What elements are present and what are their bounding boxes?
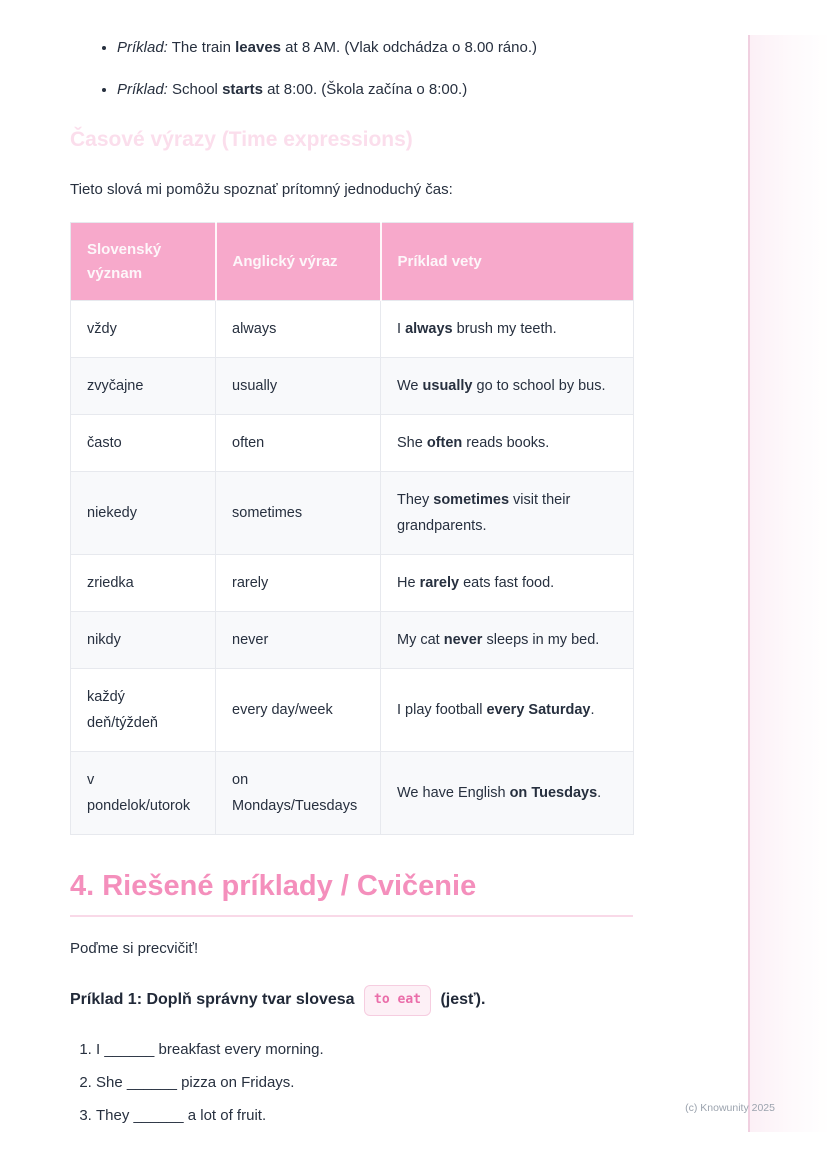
text-segment: School bbox=[167, 81, 223, 98]
cell-slovak-meaning: v pondelok/utorok bbox=[71, 752, 216, 835]
text-segment: go to school by bus. bbox=[472, 378, 606, 394]
text-segment: They bbox=[397, 492, 434, 508]
cell-example-sentence bbox=[381, 415, 634, 472]
cell-example-sentence bbox=[381, 752, 634, 835]
text-segment: Príklad: bbox=[117, 81, 168, 98]
text-segment: usually bbox=[422, 378, 473, 394]
table-header-cell: Slovenský význam bbox=[71, 223, 216, 301]
table-intro-text: Tieto slová mi pomôžu spoznať prítomný jednoduchý čas: bbox=[70, 181, 453, 198]
cell-english-expression: usually bbox=[216, 358, 381, 415]
cell-english-expression: never bbox=[216, 612, 381, 669]
example-bullet-list bbox=[70, 38, 633, 100]
cell-example-sentence bbox=[381, 669, 634, 752]
exercise-task-line bbox=[70, 985, 633, 1016]
cell-slovak-meaning: zriedka bbox=[71, 555, 216, 612]
cell-example-sentence bbox=[381, 612, 634, 669]
text-segment: I play football bbox=[397, 702, 487, 718]
exercise-item: 3. They ______ a lot of fruit. bbox=[96, 1106, 633, 1126]
text-segment: at 8 AM. (Vlak odchádza o 8.00 ráno.) bbox=[281, 39, 537, 56]
table-row bbox=[71, 555, 634, 612]
cell-slovak-meaning: niekedy bbox=[71, 472, 216, 555]
text-segment: brush my teeth. bbox=[452, 321, 557, 337]
text-segment: I bbox=[397, 321, 406, 337]
section-divider bbox=[70, 915, 633, 917]
text-segment: We have English bbox=[397, 785, 510, 801]
cell-example-sentence bbox=[381, 301, 634, 358]
table-row bbox=[71, 415, 634, 472]
text-segment: on Tuesdays bbox=[509, 785, 598, 801]
text-segment: Príklad: bbox=[117, 39, 168, 56]
text-segment: She bbox=[397, 435, 427, 451]
text-segment: . bbox=[597, 785, 602, 801]
table-body bbox=[71, 301, 634, 835]
exercise-item: 2. She ______ pizza on Fridays. bbox=[96, 1073, 633, 1093]
cell-english-expression: on Mondays/Tuesdays bbox=[216, 752, 381, 835]
text-segment: often bbox=[426, 435, 463, 451]
page-right-accent-stripe bbox=[748, 35, 828, 1132]
table-row bbox=[71, 301, 634, 358]
text-segment: visit their grandparents. bbox=[397, 492, 571, 534]
cell-slovak-meaning: často bbox=[71, 415, 216, 472]
table-row bbox=[71, 669, 634, 752]
cell-slovak-meaning: nikdy bbox=[71, 612, 216, 669]
copyright-footer: (c) Knowunity 2025 bbox=[685, 1102, 775, 1114]
cell-slovak-meaning: každý deň/týždeň bbox=[71, 669, 216, 752]
text-segment: rarely bbox=[419, 575, 460, 591]
table-row bbox=[71, 358, 634, 415]
text-segment: reads books. bbox=[462, 435, 550, 451]
task-suffix-text: (jesť). bbox=[440, 991, 486, 1008]
cell-english-expression: every day/week bbox=[216, 669, 381, 752]
exercise-intro-text: Poďme si precvičiť! bbox=[70, 940, 199, 957]
task-prefix-text: Príklad 1: Doplň správny tvar slovesa bbox=[70, 991, 355, 1008]
text-segment: at 8:00. (Škola začína o 8:00.) bbox=[262, 81, 468, 98]
table-row bbox=[71, 752, 634, 835]
example-bullet bbox=[117, 38, 633, 58]
table-header-row bbox=[71, 223, 634, 301]
text-segment: The train bbox=[167, 39, 236, 56]
document-content bbox=[70, 38, 633, 1139]
text-segment: starts bbox=[222, 81, 263, 98]
text-segment: never bbox=[443, 632, 483, 648]
table-row bbox=[71, 612, 634, 669]
cell-english-expression: rarely bbox=[216, 555, 381, 612]
cell-slovak-meaning: zvyčajne bbox=[71, 358, 216, 415]
text-segment: My cat bbox=[397, 632, 444, 648]
cell-english-expression: often bbox=[216, 415, 381, 472]
section-heading-time-expressions: Časové výrazy (Time expressions) bbox=[70, 128, 413, 151]
cell-slovak-meaning: vždy bbox=[71, 301, 216, 358]
cell-example-sentence bbox=[381, 555, 634, 612]
section-heading-exercises: 4. Riešené príklady / Cvičenie bbox=[70, 870, 477, 902]
time-expressions-table bbox=[70, 222, 634, 835]
text-segment: We bbox=[397, 378, 423, 394]
text-segment: sometimes bbox=[433, 492, 510, 508]
table-row bbox=[71, 472, 634, 555]
text-segment: every Saturday bbox=[486, 702, 591, 718]
text-segment: sleeps in my bed. bbox=[482, 632, 600, 648]
text-segment: eats fast food. bbox=[459, 575, 555, 591]
cell-example-sentence bbox=[381, 358, 634, 415]
exercise-list bbox=[70, 1040, 633, 1126]
text-segment: He bbox=[397, 575, 420, 591]
table-header-cell: Anglický výraz bbox=[216, 223, 381, 301]
exercise-item: 1. I ______ breakfast every morning. bbox=[96, 1040, 633, 1060]
cell-english-expression: always bbox=[216, 301, 381, 358]
cell-example-sentence bbox=[381, 472, 634, 555]
text-segment: leaves bbox=[235, 39, 282, 56]
cell-english-expression: sometimes bbox=[216, 472, 381, 555]
text-segment: always bbox=[405, 321, 453, 337]
text-segment: . bbox=[590, 702, 595, 718]
table-header-cell: Príklad vety bbox=[381, 223, 634, 301]
example-bullet bbox=[117, 80, 633, 100]
verb-code-chip: to eat bbox=[364, 985, 431, 1016]
